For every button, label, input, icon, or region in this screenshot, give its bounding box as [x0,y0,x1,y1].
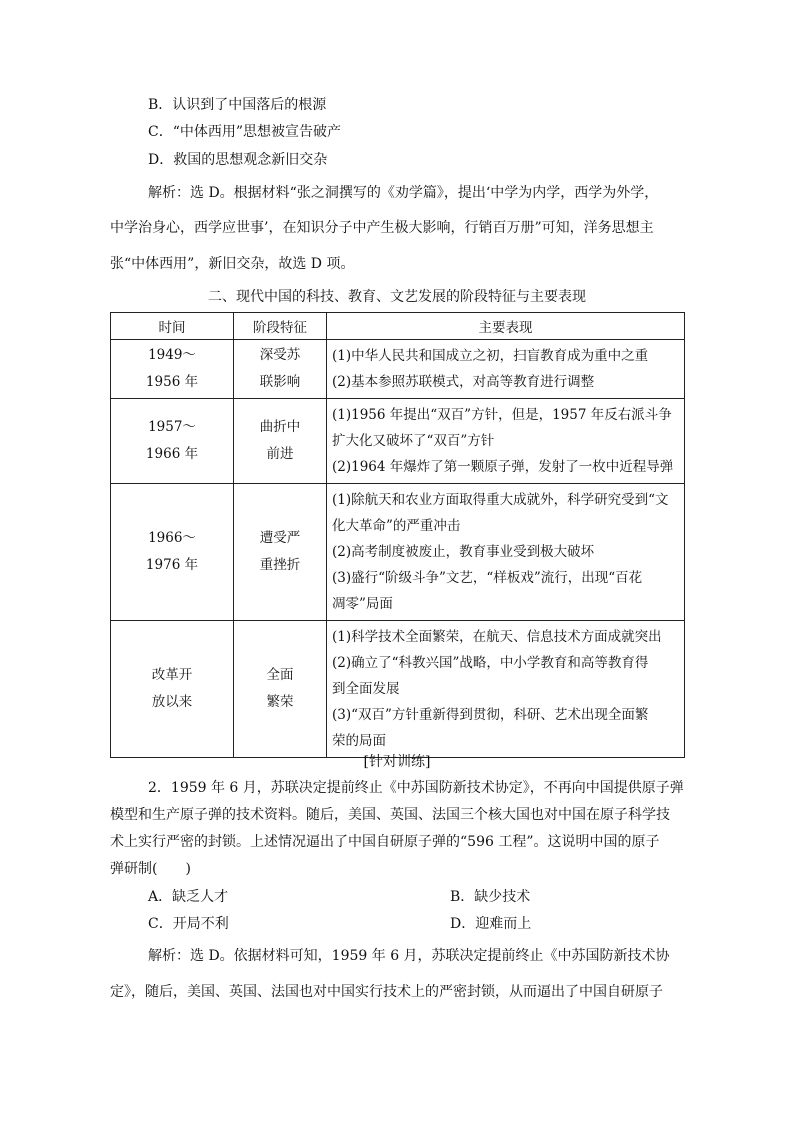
points-cell [327,340,685,399]
feature-line: 联影响 [259,374,301,390]
points-cell [327,399,685,484]
question2-option-c: C．开局不利 [148,916,229,932]
feature-cell [234,399,327,484]
table-row [111,340,685,399]
time-start: 改革开 [151,667,193,683]
table-row [111,621,685,758]
time-cell [111,484,234,621]
summary-table [110,312,685,758]
question2-stem-line: 模型和生产原子弹的技术资料。随后，美国、英国、法国三个核大国也对中国在原子科学技 [110,807,670,823]
question2-analysis-line: 定》，随后，美国、英国、法国也对中国实行技术上的严密封锁，从而逼出了中国自研原子 [110,984,663,1000]
question2-analysis-line: 解析：选 D。依据材料可知，1959 年 6 月，苏联决定提前终止《中苏国防新技术协 [148,948,670,964]
feature-line: 重挫折 [259,557,301,573]
point-line: (2)1964 年爆炸了第一颗原子弹，发射了一枚中近程导弹 [332,459,674,475]
table-header-row [111,313,685,340]
feature-line: 深受苏 [259,347,301,363]
feature-cell [234,340,327,399]
question2-option-d: D．迎难而上 [450,916,532,932]
feature-line: 繁荣 [266,694,294,710]
point-line: (2)基本参照苏联模式，对高等教育进行调整 [332,374,595,390]
point-line: 扩大化又破坏了“双百”方针 [332,433,495,449]
feature-line: 全面 [266,667,294,683]
question2-option-a: A．缺乏人才 [148,889,229,905]
feature-line: 遭受严 [259,530,301,546]
section-title: 二、现代中国的科技、教育、文艺发展的阶段特征与主要表现 [208,289,586,305]
table-row [111,399,685,484]
question2-stem-line: 弹研制( ) [110,861,191,877]
time-start: 1957～ [148,419,196,435]
question1-analysis-line: 中学治身心，西学应世事’，在知识分子中产生极大影响，行销百万册”可知，洋务思想主 [110,220,654,236]
question2-stem-line: 术上实行严密的封锁。上述情况逼出了中国自研原子弹的“596 工程”。这说明中国的原子 [110,834,660,850]
table-row [111,484,685,621]
header-feature: 阶段特征 [234,313,327,340]
header-time: 时间 [111,313,234,340]
question1-analysis-line: 张“中体西用”，新旧交杂，故选 D 项。 [110,256,355,272]
time-end: 1956 年 [145,374,199,390]
header-manifestation: 主要表现 [327,313,685,340]
feature-line: 前进 [266,446,294,462]
time-end: 放以来 [151,694,193,710]
question2-stem-line: 2．1959 年 6 月，苏联决定提前终止《中苏国防新技术协定》，不再向中国提供原子弹 [148,780,684,796]
point-line: 荣的局面 [332,733,386,749]
feature-line: 曲折中 [259,419,301,435]
points-cell [327,484,685,621]
time-end: 1966 年 [145,446,199,462]
question1-analysis-line: 解析：选 D。根据材料“张之洞撰写的《劝学篇》，提出‘中学为内学，西学为外学， [148,185,659,201]
point-line: (3)盛行“阶级斗争”文艺，“样板戏”流行，出现“百花 [332,570,643,586]
points-cell [327,621,685,758]
time-cell [111,621,234,758]
time-start: 1949～ [148,347,196,363]
feature-cell [234,621,327,758]
point-line: 到全面发展 [332,681,400,697]
time-end: 1976 年 [145,557,199,573]
feature-cell [234,484,327,621]
point-line: 凋零”局面 [332,596,393,612]
time-cell [111,340,234,399]
question1-option-d: D．救国的思想观念新旧交杂 [148,152,328,168]
point-line: (3)“双百”方针重新得到贯彻，科研、艺术出现全面繁 [332,707,649,723]
point-line: (1)中华人民共和国成立之初，扫盲教育成为重中之重 [332,348,649,364]
point-line: (1)科学技术全面繁荣，在航天、信息技术方面成就突出 [332,629,662,645]
time-cell [111,399,234,484]
point-line: (2)高考制度被废止，教育事业受到极大破坏 [332,544,595,560]
point-line: (1)1956 年提出“双百”方针，但是，1957 年反右派斗争 [332,407,672,423]
point-line: (1)除航天和农业方面取得重大成就外，科学研究受到“文 [332,492,669,508]
time-start: 1966～ [148,530,196,546]
training-label: [针对训练] [363,754,431,770]
point-line: (2)确立了“科教兴国”战略，中小学教育和高等教育得 [332,655,649,671]
question2-option-b: B．缺少技术 [450,889,531,905]
question1-option-b: B．认识到了中国落后的根源 [148,97,327,113]
point-line: 化大革命”的严重冲击 [332,518,461,534]
question1-option-c: C．“中体西用”思想被宣告破产 [148,124,342,140]
